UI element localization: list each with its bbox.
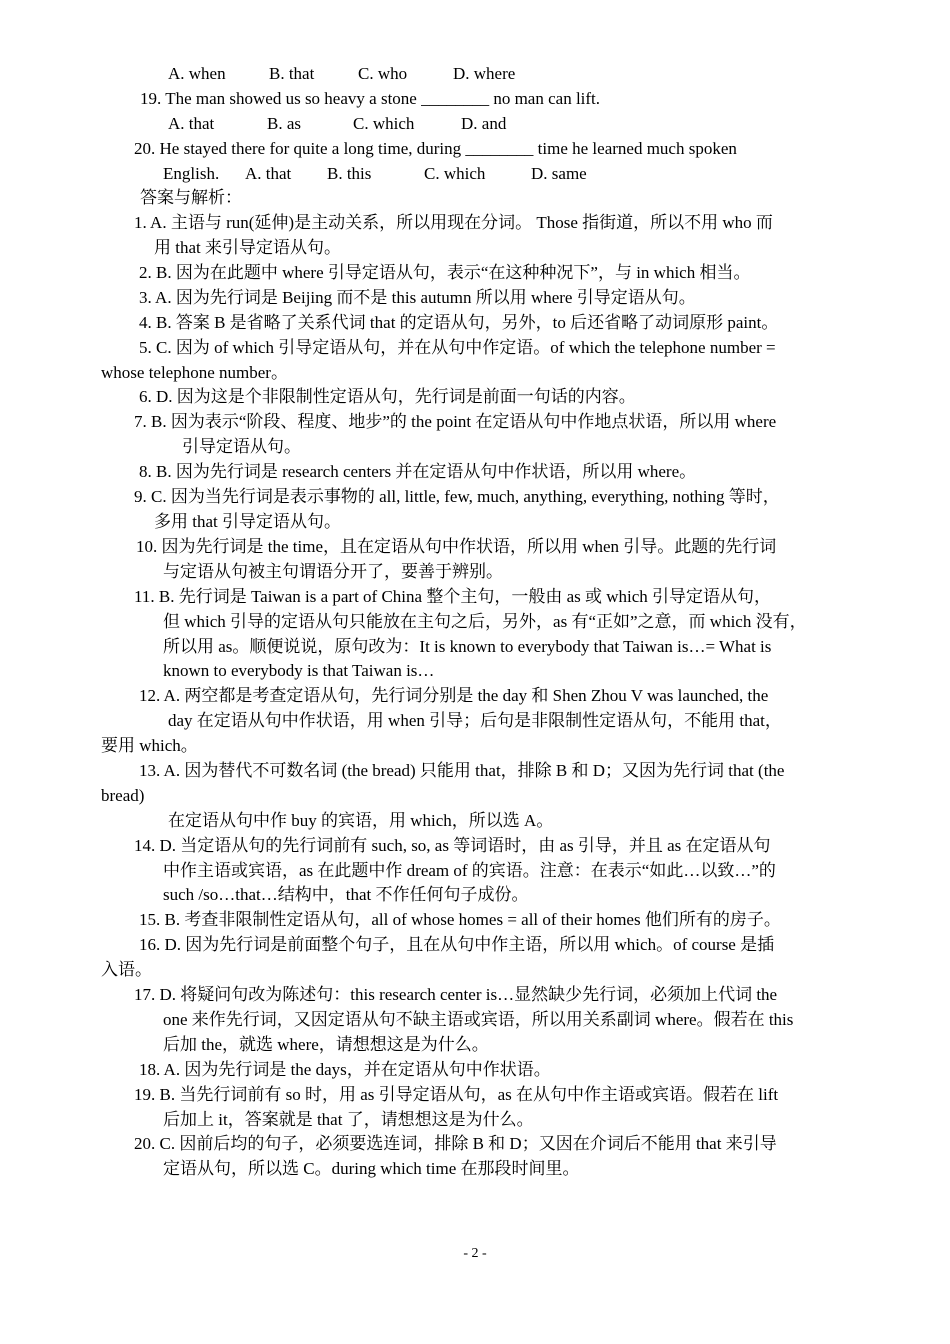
answer-line: 15. B. 考查非限制性定语从句，all of whose homes = all of their homes 他们所有的房子。 <box>139 910 781 929</box>
answer-line: 中作主语或宾语，as 在此题中作 dream of 的宾语。注意：在表示“如此…以致…”的 <box>163 861 776 880</box>
answer-line: 要用 which。 <box>101 736 198 755</box>
answer-line: 4. B. 答案 B 是省略了关系代词 that 的定语从句，另外，to 后还省略了动词原形 paint。 <box>139 313 779 332</box>
q20-option-c: C. which <box>424 164 486 183</box>
answer-line: 定语从句，所以选 C。during which time 在那段时间里。 <box>163 1159 580 1178</box>
answer-line: 7. B. 因为表示“阶段、程度、地步”的 the point 在定语从句中作地点状语，所以用 where <box>134 412 777 431</box>
answer-line: 多用 that 引导定语从句。 <box>154 512 341 531</box>
answer-line: 2. B. 因为在此题中 where 引导定语从句，表示“在这种种况下”，与 in which 相当。 <box>139 263 751 282</box>
q20-options <box>163 162 587 186</box>
answer-line: 18. A. 因为先行词是 the days，并在定语从句中作状语。 <box>139 1060 551 1079</box>
answer-line: 17. D. 将疑问句改为陈述句：this research center is…显然缺少先行词，必须加上代词 the <box>134 985 778 1004</box>
answer-line: 5. C. 因为 of which 引导定语从句，并在从句中作定语。of which the telephone number = <box>139 338 776 357</box>
q18-option-b: B. that <box>269 64 315 83</box>
q18-option-c: C. who <box>358 64 408 83</box>
q20-stem: 20. He stayed there for quite a long time, during ________ time he learned much spoken <box>134 139 737 158</box>
q19-option-d: D. and <box>461 114 507 133</box>
q20-option-a: A. that <box>245 164 292 183</box>
q18-option-a: A. when <box>168 64 226 83</box>
answer-line: 11. B. 先行词是 Taiwan is a part of China 整个主句，一般由 as 或 which 引导定语从句， <box>134 587 772 606</box>
answer-line: 但 which 引导的定语从句只能放在主句之后，另外，as 有“正如”之意，而 which 没有， <box>163 612 807 631</box>
answer-line: 19. B. 当先行词前有 so 时，用 as 引导定语从句，as 在从句中作主语或宾语。假若在 lift <box>134 1085 779 1104</box>
answer-line: whose telephone number。 <box>101 363 288 382</box>
answer-line: 9. C. 因为当先行词是表示事物的 all, little, few, much, anything, everything, nothing 等时， <box>134 487 780 506</box>
answer-line: 12. A. 两空都是考查定语从句，先行词分别是 the day 和 Shen Zhou V was launched, the <box>139 686 769 705</box>
q20-option-d: D. same <box>531 164 587 183</box>
answer-line: 20. C. 因前后均的句子，必须要选连词，排除 B 和 D；又因在介词后不能用 that 来引导 <box>134 1134 777 1153</box>
q18-option-d: D. where <box>453 64 516 83</box>
answer-line: 3. A. 因为先行词是 Beijing 而不是 this autumn 所以用 where 引导定语从句。 <box>139 288 696 307</box>
answer-line: 所以用 as。顺便说说，原句改为：It is known to everybody that Taiwan is…= What is <box>163 637 772 656</box>
answer-line: 后加上 it，答案就是 that 了，请想想这是为什么。 <box>163 1110 534 1129</box>
q19-option-c: C. which <box>353 114 415 133</box>
answers-heading: 答案与解析： <box>140 188 242 207</box>
answer-line: 在定语从句中作 buy 的宾语，用 which，所以选 A。 <box>168 811 554 830</box>
q19-option-b: B. as <box>267 114 301 133</box>
answer-line: 后加 the，就选 where，请想想这是为什么。 <box>163 1035 489 1054</box>
q19-stem: 19. The man showed us so heavy a stone ________ no man can lift. <box>140 89 601 108</box>
answer-line: 与定语从句被主句谓语分开了，要善于辨别。 <box>163 562 503 581</box>
q19-options <box>168 112 506 136</box>
answer-line: 14. D. 当定语从句的先行词前有 such, so, as 等词语时，由 as 引导，并且 as 在定语从句 <box>134 836 771 855</box>
answer-line: 6. D. 因为这是个非限制性定语从句，先行词是前面一句话的内容。 <box>139 387 636 406</box>
answer-line: 8. B. 因为先行词是 research centers 并在定语从句中作状语，所以用 where。 <box>139 462 697 481</box>
q20-continuation: English. <box>163 164 220 183</box>
answer-line: one 来作先行词，又因定语从句不缺主语或宾语，所以用关系副词 where。假若在 this <box>163 1010 794 1029</box>
page-number: - 2 - <box>463 1246 487 1261</box>
answer-line: known to everybody is that Taiwan is… <box>163 661 435 680</box>
answer-line: 引导定语从句。 <box>182 437 301 456</box>
answer-line: bread) <box>101 786 145 805</box>
answer-line: 1. A. 主语与 run(延伸)是主动关系，所以用现在分词。 Those 指街道，所以不用 who 而 <box>134 213 773 232</box>
answer-line: 用 that 来引导定语从句。 <box>154 238 341 257</box>
q20-option-b: B. this <box>327 164 372 183</box>
answer-line: 10. 因为先行词是 the time，且在定语从句中作状语，所以用 when 引导。此题的先行词 <box>136 537 777 556</box>
answer-line: 13. A. 因为替代不可数名词 (the bread) 只能用 that，排除 B 和 D；又因为先行词 that (the <box>139 761 785 780</box>
answer-line: such /so…that…结构中，that 不作任何句子成份。 <box>163 885 529 904</box>
answer-line: day 在定语从句中作状语，用 when 引导；后句是非限制性定语从句，不能用 that， <box>168 711 782 730</box>
answer-line: 入语。 <box>101 960 152 979</box>
answer-line: 16. D. 因为先行词是前面整个句子，且在从句中作主语，所以用 which。of course 是插 <box>139 935 775 954</box>
q19-option-a: A. that <box>168 114 215 133</box>
q18-options <box>168 62 515 86</box>
